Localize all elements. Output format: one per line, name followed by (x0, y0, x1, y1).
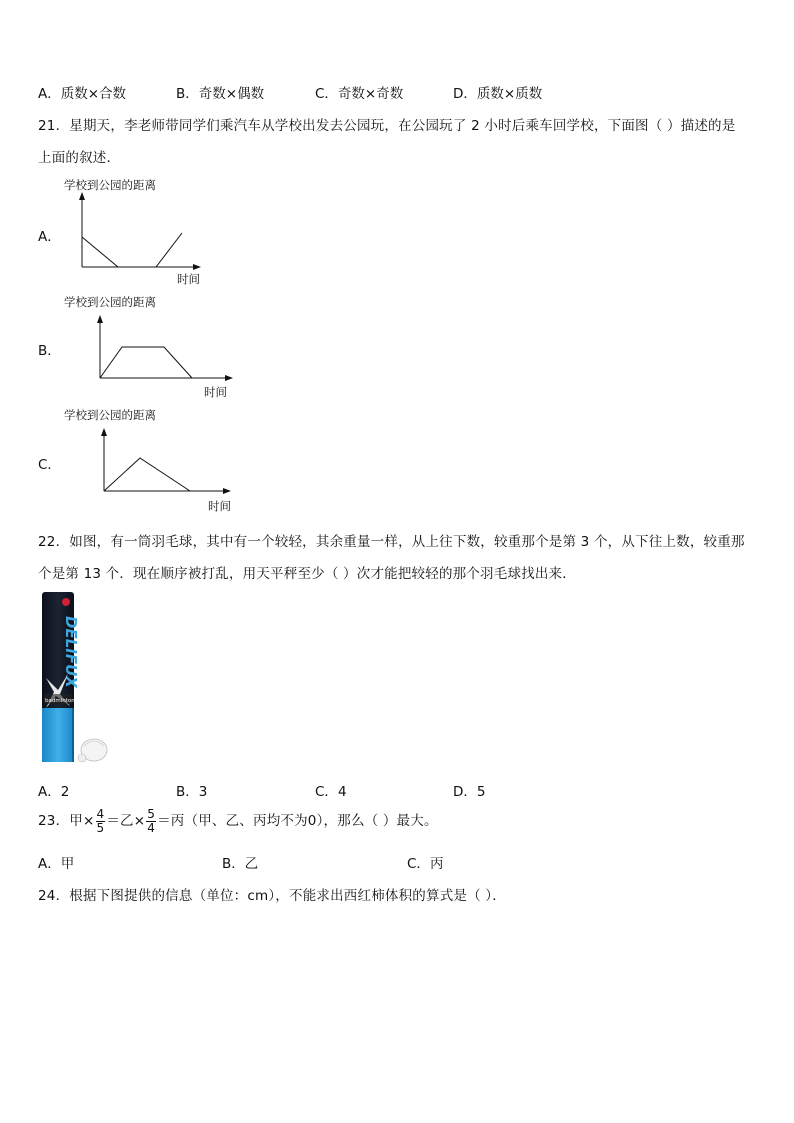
graph-b-ylabel: 学校到公园的距离 (64, 295, 156, 309)
fraction-denominator: 4 (147, 820, 156, 835)
option-key: B． (176, 86, 199, 102)
option-key: A． (38, 784, 61, 800)
option-text: 3 (198, 784, 208, 800)
graph-c-curve (104, 458, 190, 491)
graph-c-label[interactable]: C． (38, 457, 61, 473)
graph-c-xlabel: 时间 (208, 499, 231, 513)
q21-stem-line1: 21．星期天，李老师带同学们乘汽车从学校出发去公园玩，在公园玩了 2 小时后乘车回学校，下面图（ ）描述的是 (38, 118, 736, 134)
option-key: B． (176, 784, 199, 800)
graph-b-x-arrow (225, 375, 233, 381)
q22-stem-line1: 22．如图，有一筒羽毛球，其中有一个较轻，其余重量一样，从上往下数，较重那个是第 3 个，从下往上数，较重那 (38, 534, 745, 550)
q20-option-b[interactable] (176, 82, 264, 102)
graph-a-label[interactable]: A． (38, 229, 61, 245)
option-key: C． (407, 856, 430, 872)
graph-a-ylabel: 学校到公园的距离 (64, 178, 156, 192)
graph-a-curve (82, 233, 182, 267)
q20-option-d[interactable] (453, 82, 542, 102)
graph-b-curve (100, 347, 192, 378)
q21-stem-line2: 上面的叙述． (38, 150, 121, 166)
option-text: 4 (337, 784, 347, 800)
option-text: 质数×合数 (60, 86, 127, 102)
graph-b (60, 292, 240, 407)
q23-fraction-1 (96, 808, 106, 835)
q23-option-b[interactable] (222, 852, 258, 872)
tube-brand-text: DELIFUX (62, 616, 80, 688)
option-key: A． (38, 856, 61, 872)
q23-suffix: ＝丙（甲、乙、丙均不为0），那么（ ）最大。 (157, 813, 438, 829)
option-text: 丙 (429, 856, 444, 872)
graph-a (60, 175, 210, 290)
graph-b-xlabel: 时间 (204, 385, 227, 399)
q23-prefix: 23．甲× (38, 813, 95, 829)
option-key: D． (453, 86, 477, 102)
q23-stem (38, 806, 438, 836)
option-key: A． (38, 86, 61, 102)
option-text: 5 (476, 784, 486, 800)
option-text: 乙 (244, 856, 259, 872)
graph-c-y-arrow (101, 428, 107, 436)
option-text: 甲 (60, 856, 75, 872)
q22-option-a[interactable] (38, 780, 69, 800)
q23-option-c[interactable] (407, 852, 443, 872)
q22-option-c[interactable] (315, 780, 347, 800)
graph-c-ylabel: 学校到公园的距离 (64, 408, 156, 422)
fraction-denominator: 5 (96, 820, 105, 835)
q23-middle: ＝乙× (106, 813, 146, 829)
graph-b-y-arrow (97, 315, 103, 323)
graph-a-y-arrow (79, 192, 85, 200)
graph-a-xlabel: 时间 (177, 272, 200, 286)
option-key: B． (222, 856, 245, 872)
option-key: C． (315, 86, 338, 102)
graph-a-x-arrow (193, 264, 201, 270)
tube-sub-text: badminton (45, 698, 75, 704)
q20-option-c[interactable] (315, 82, 403, 102)
q22-option-d[interactable] (453, 780, 486, 800)
fraction-numerator: 5 (147, 806, 156, 821)
fraction-numerator: 4 (96, 806, 105, 821)
option-key: C． (315, 784, 338, 800)
option-text: 2 (60, 784, 70, 800)
shuttlecock-tube-image (38, 590, 110, 768)
q22-stem-line2: 个是第 13 个．现在顺序被打乱，用天平秤至少（ ）次才能把较轻的那个羽毛球找出来． (38, 566, 576, 582)
q23-option-a[interactable] (38, 852, 74, 872)
q23-fraction-2 (146, 808, 156, 835)
option-key: D． (453, 784, 477, 800)
graph-b-label[interactable]: B． (38, 343, 61, 359)
graph-c-x-arrow (223, 488, 231, 494)
q24-stem: 24．根据下图提供的信息（单位：cm），不能求出西红柿体积的算式是（ ）． (38, 888, 506, 904)
option-text: 奇数×偶数 (198, 86, 265, 102)
q22-option-b[interactable] (176, 780, 207, 800)
option-text: 奇数×奇数 (337, 86, 404, 102)
option-text: 质数×质数 (476, 86, 543, 102)
graph-c (60, 405, 240, 520)
q20-option-a[interactable] (38, 82, 126, 102)
